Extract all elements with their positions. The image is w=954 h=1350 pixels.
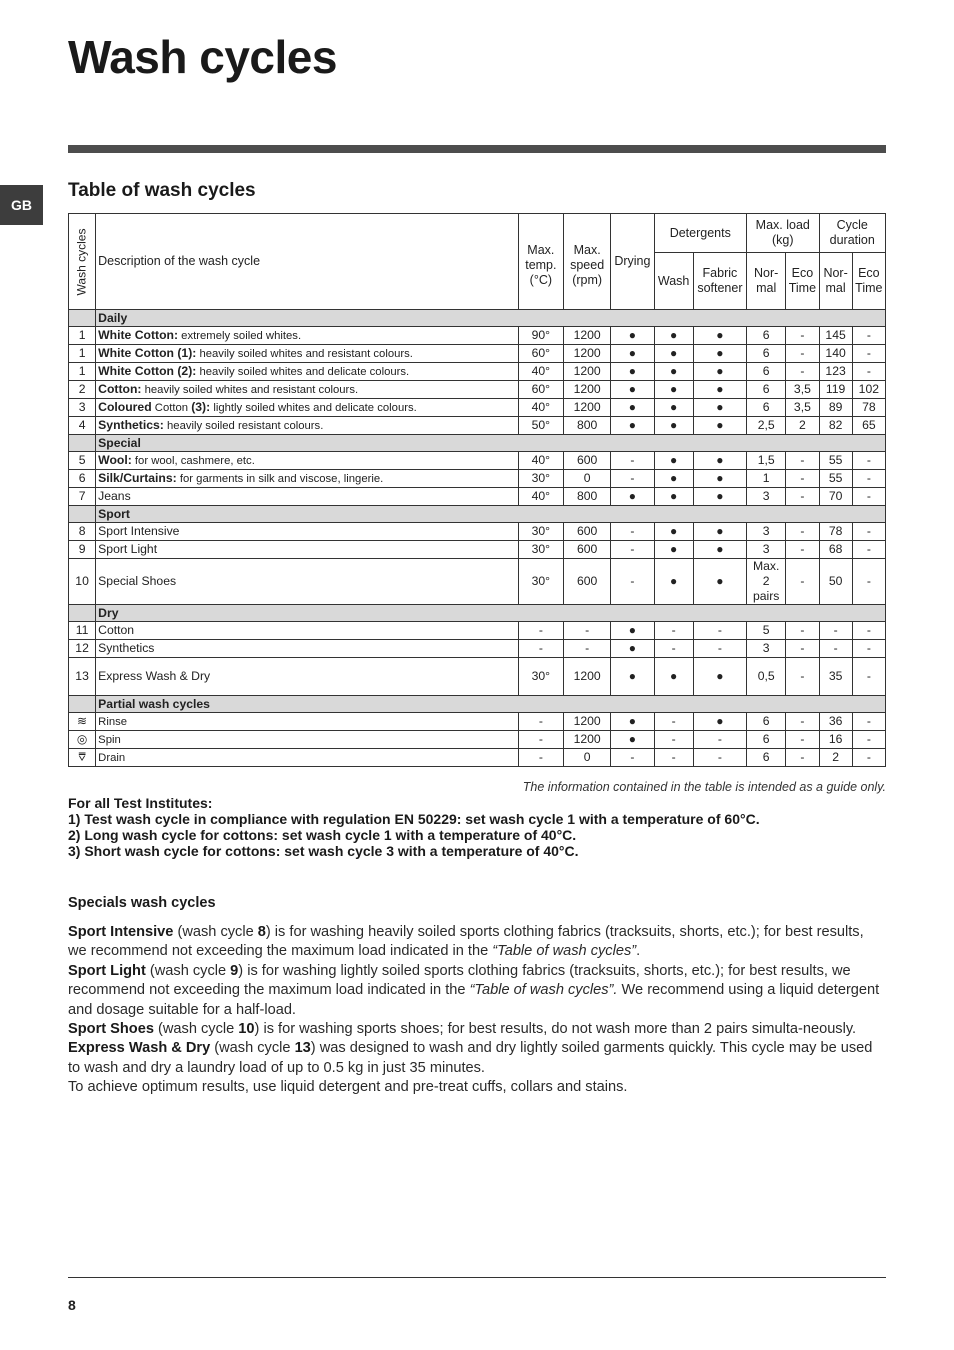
temp-cell: -: [518, 713, 563, 731]
speed-cell: 600: [563, 452, 610, 470]
temp-cell: 90°: [518, 327, 563, 345]
institutes-line: 3) Short wash cycle for cottons: set wash cycle 3 with a temperature of 40°C.: [68, 843, 579, 859]
cycle-description: Synthetics: heavily soiled resistant colours.: [96, 417, 519, 435]
load-normal-cell: 6: [747, 363, 786, 381]
table-row: [69, 749, 886, 767]
load-eco-cell: -: [786, 523, 819, 541]
wash-cell: ●: [654, 452, 693, 470]
speed-cell: 1200: [563, 658, 610, 696]
institutes-heading: For all Test Institutes:: [68, 795, 213, 811]
duration-eco-cell: -: [852, 713, 885, 731]
cycle-description: White Cotton (1): heavily soiled whites and resistant colours.: [96, 345, 519, 363]
wash-cell: ●: [654, 523, 693, 541]
duration-normal-cell: 78: [819, 523, 852, 541]
softener-cell: ●: [693, 523, 746, 541]
speed-cell: 1200: [563, 713, 610, 731]
duration-normal-cell: 119: [819, 381, 852, 399]
duration-eco-cell: 78: [852, 399, 885, 417]
duration-normal-cell: 123: [819, 363, 852, 381]
cycle-description: Sport Intensive: [96, 523, 519, 541]
header-detergents: Detergents: [654, 214, 747, 253]
drying-cell: -: [611, 452, 654, 470]
tip-paragraph: To achieve optimum results, use liquid detergent and pre-treat cuffs, collars and stains.: [68, 1079, 628, 1096]
softener-cell: ●: [693, 417, 746, 435]
cycle-description: Express Wash & Dry: [96, 658, 519, 696]
wash-cell: ●: [654, 488, 693, 506]
drying-cell: -: [611, 559, 654, 605]
duration-eco-cell: -: [852, 523, 885, 541]
group-row: [69, 310, 886, 327]
temp-cell: -: [518, 622, 563, 640]
duration-normal-cell: 35: [819, 658, 852, 696]
drying-cell: ●: [611, 327, 654, 345]
cycle-description: Spin: [96, 731, 519, 749]
table-row: [69, 559, 886, 605]
table-row: [69, 345, 886, 363]
header-wash-cycles: Wash cycles: [69, 214, 96, 310]
cycle-description: White Cotton: extremely soiled whites.: [96, 327, 519, 345]
load-normal-cell: 6: [747, 327, 786, 345]
duration-eco-cell: -: [852, 488, 885, 506]
drying-cell: ●: [611, 640, 654, 658]
softener-cell: ●: [693, 559, 746, 605]
load-eco-cell: -: [786, 363, 819, 381]
speed-cell: 1200: [563, 399, 610, 417]
duration-eco-cell: -: [852, 622, 885, 640]
softener-cell: ●: [693, 452, 746, 470]
group-row: [69, 605, 886, 622]
softener-cell: ●: [693, 363, 746, 381]
temp-cell: 30°: [518, 658, 563, 696]
cycle-number: 9: [69, 541, 96, 559]
duration-eco-cell: -: [852, 541, 885, 559]
load-eco-cell: -: [786, 327, 819, 345]
group-spacer: [69, 605, 96, 622]
drying-cell: -: [611, 470, 654, 488]
wash-cell: ●: [654, 658, 693, 696]
drying-cell: -: [611, 523, 654, 541]
speed-cell: 800: [563, 488, 610, 506]
temp-cell: 30°: [518, 541, 563, 559]
cycle-description: White Cotton (2): heavily soiled whites and delicate colours.: [96, 363, 519, 381]
load-eco-cell: 3,5: [786, 399, 819, 417]
duration-normal-cell: 2: [819, 749, 852, 767]
speed-cell: 1200: [563, 381, 610, 399]
drying-cell: ●: [611, 622, 654, 640]
wash-cell: ●: [654, 327, 693, 345]
speed-cell: 1200: [563, 731, 610, 749]
speed-cell: 800: [563, 417, 610, 435]
group-name: Dry: [96, 605, 886, 622]
page-title: Wash cycles: [68, 31, 337, 83]
load-eco-cell: -: [786, 713, 819, 731]
wash-cell: -: [654, 713, 693, 731]
header-wash: Wash: [654, 253, 693, 310]
wash-cell: ●: [654, 541, 693, 559]
institutes-line: 2) Long wash cycle for cottons: set wash cycle 1 with a temperature of 40°C.: [68, 827, 577, 843]
temp-cell: 30°: [518, 559, 563, 605]
cycle-description: Cotton: [96, 622, 519, 640]
temp-cell: -: [518, 731, 563, 749]
softener-cell: -: [693, 622, 746, 640]
duration-normal-cell: -: [819, 640, 852, 658]
speed-cell: 1200: [563, 363, 610, 381]
drying-cell: ●: [611, 363, 654, 381]
speed-cell: 1200: [563, 345, 610, 363]
softener-cell: ●: [693, 327, 746, 345]
table-row: [69, 470, 886, 488]
header-load-eco: Eco Time: [786, 253, 819, 310]
load-eco-cell: -: [786, 559, 819, 605]
duration-normal-cell: 55: [819, 470, 852, 488]
speed-cell: 1200: [563, 327, 610, 345]
cycle-description: Wool: for wool, cashmere, etc.: [96, 452, 519, 470]
cycle-description: Rinse: [96, 713, 519, 731]
drying-cell: ●: [611, 417, 654, 435]
load-eco-cell: -: [786, 658, 819, 696]
header-load-normal: Nor- mal: [747, 253, 786, 310]
duration-normal-cell: 70: [819, 488, 852, 506]
drying-cell: ●: [611, 488, 654, 506]
group-spacer: [69, 696, 96, 713]
load-normal-cell: 3: [747, 541, 786, 559]
cycle-description: Special Shoes: [96, 559, 519, 605]
section-title: Table of wash cycles: [68, 180, 256, 201]
speed-cell: -: [563, 622, 610, 640]
table-row: [69, 488, 886, 506]
temp-cell: 60°: [518, 381, 563, 399]
load-eco-cell: -: [786, 731, 819, 749]
wash-cell: ●: [654, 345, 693, 363]
duration-normal-cell: 89: [819, 399, 852, 417]
load-normal-cell: 6: [747, 345, 786, 363]
cycle-description: Sport Light: [96, 541, 519, 559]
drying-cell: ●: [611, 345, 654, 363]
cycle-description: Synthetics: [96, 640, 519, 658]
load-eco-cell: 2: [786, 417, 819, 435]
load-normal-cell: 6: [747, 749, 786, 767]
sport-shoes-paragraph: Sport Shoes (wash cycle 10) is for washing sports shoes; for best results, do not wash more than 2 pairs simulta-neously.: [68, 1021, 857, 1038]
sport-intensive-paragraph: Sport Intensive (wash cycle 8) is for washing heavily soiled sports clothing fabrics (tracksuits, shorts, etc.); for best results, we recommend not exceeding the maximum load indicated in the “Table of wash cycles”.: [68, 924, 864, 960]
load-normal-cell: 3: [747, 523, 786, 541]
speed-cell: 600: [563, 541, 610, 559]
load-normal-cell: 5: [747, 622, 786, 640]
softener-cell: ●: [693, 381, 746, 399]
institutes-line: 1) Test wash cycle in compliance with regulation EN 50229: set wash cycle 1 with a temperature of 60°C.: [68, 811, 760, 827]
table-row: [69, 541, 886, 559]
table-row: [69, 327, 886, 345]
load-normal-cell: 1: [747, 470, 786, 488]
load-eco-cell: 3,5: [786, 381, 819, 399]
group-name: Sport: [96, 506, 886, 523]
duration-eco-cell: -: [852, 363, 885, 381]
duration-eco-cell: -: [852, 559, 885, 605]
specials-title: Specials wash cycles: [68, 895, 216, 911]
load-normal-cell: 1,5: [747, 452, 786, 470]
softener-cell: ●: [693, 345, 746, 363]
wash-cell: -: [654, 749, 693, 767]
cycle-number: 13: [69, 658, 96, 696]
table-row: [69, 622, 886, 640]
wash-cell: ●: [654, 417, 693, 435]
wash-cycles-table: [68, 213, 886, 767]
temp-cell: -: [518, 640, 563, 658]
load-normal-cell: 6: [747, 399, 786, 417]
table-row: [69, 658, 886, 696]
group-spacer: [69, 310, 96, 327]
page-number: 8: [68, 1297, 76, 1313]
wash-cell: ●: [654, 399, 693, 417]
temp-cell: 40°: [518, 452, 563, 470]
softener-cell: ●: [693, 488, 746, 506]
softener-cell: ●: [693, 470, 746, 488]
duration-normal-cell: 16: [819, 731, 852, 749]
table-row: [69, 452, 886, 470]
load-eco-cell: -: [786, 345, 819, 363]
cycle-description: Drain: [96, 749, 519, 767]
load-eco-cell: -: [786, 640, 819, 658]
spin-icon: ◎: [69, 731, 96, 749]
cycle-number: 11: [69, 622, 96, 640]
header-max-temp: Max. temp. (°C): [518, 214, 563, 310]
load-eco-cell: -: [786, 452, 819, 470]
temp-cell: 30°: [518, 470, 563, 488]
group-row: [69, 696, 886, 713]
wash-cell: ●: [654, 381, 693, 399]
load-eco-cell: -: [786, 749, 819, 767]
wash-cell: ●: [654, 363, 693, 381]
drying-cell: ●: [611, 399, 654, 417]
load-eco-cell: -: [786, 488, 819, 506]
speed-cell: 0: [563, 470, 610, 488]
table-row: [69, 640, 886, 658]
drying-cell: ●: [611, 381, 654, 399]
temp-cell: 40°: [518, 399, 563, 417]
cycle-number: 1: [69, 327, 96, 345]
load-normal-cell: 6: [747, 381, 786, 399]
wash-cell: ●: [654, 559, 693, 605]
group-name: Daily: [96, 310, 886, 327]
group-spacer: [69, 506, 96, 523]
title-divider: [68, 145, 886, 153]
table-row: [69, 399, 886, 417]
load-normal-cell: 3: [747, 640, 786, 658]
table-row: [69, 523, 886, 541]
duration-eco-cell: -: [852, 640, 885, 658]
cycle-description: Silk/Curtains: for garments in silk and viscose, lingerie.: [96, 470, 519, 488]
temp-cell: 50°: [518, 417, 563, 435]
rinse-icon: ≋: [69, 713, 96, 731]
header-max-speed: Max. speed (rpm): [563, 214, 610, 310]
duration-normal-cell: 82: [819, 417, 852, 435]
duration-normal-cell: 55: [819, 452, 852, 470]
load-normal-cell: 6: [747, 713, 786, 731]
cycle-description: Cotton: heavily soiled whites and resistant colours.: [96, 381, 519, 399]
duration-eco-cell: -: [852, 749, 885, 767]
specials-text: [68, 923, 886, 1098]
drain-icon: ⩢: [69, 749, 96, 767]
softener-cell: -: [693, 640, 746, 658]
footer-divider: [68, 1277, 886, 1278]
cycle-number: 7: [69, 488, 96, 506]
cycle-number: 6: [69, 470, 96, 488]
sport-light-paragraph: Sport Light (wash cycle 9) is for washing lightly soiled sports clothing fabrics (tracksuits, shorts, etc.); for best results, we recommend not exceeding the maximum load indicated in the “Table of wash cycles”. We recommend using a liquid detergent and dosage suitable for a half-load.: [68, 962, 880, 1018]
cycle-number: 5: [69, 452, 96, 470]
wash-cycles-body: [69, 310, 886, 767]
express-paragraph: Express Wash & Dry (wash cycle 13) was designed to wash and dry lightly soiled garments quickly. This cycle may be used to wash and dry a laundry load of up to 0.5 kg in just 35 minutes.: [68, 1040, 873, 1076]
temp-cell: 40°: [518, 363, 563, 381]
softener-cell: ●: [693, 399, 746, 417]
cycle-number: 1: [69, 345, 96, 363]
cycle-number: 4: [69, 417, 96, 435]
speed-cell: 0: [563, 749, 610, 767]
cycle-number: 3: [69, 399, 96, 417]
language-tab: GB: [0, 185, 43, 225]
speed-cell: -: [563, 640, 610, 658]
drying-cell: ●: [611, 658, 654, 696]
duration-normal-cell: 36: [819, 713, 852, 731]
load-normal-cell: 3: [747, 488, 786, 506]
table-row: [69, 713, 886, 731]
duration-eco-cell: -: [852, 327, 885, 345]
duration-eco-cell: -: [852, 658, 885, 696]
cycle-number: 8: [69, 523, 96, 541]
guide-note: The information contained in the table is intended as a guide only.: [522, 780, 886, 794]
duration-eco-cell: 102: [852, 381, 885, 399]
drying-cell: ●: [611, 713, 654, 731]
load-eco-cell: -: [786, 622, 819, 640]
cycle-number: 2: [69, 381, 96, 399]
group-row: [69, 435, 886, 452]
wash-cell: -: [654, 640, 693, 658]
duration-eco-cell: -: [852, 470, 885, 488]
cycle-number: 12: [69, 640, 96, 658]
softener-cell: -: [693, 749, 746, 767]
header-duration-eco: Eco Time: [852, 253, 885, 310]
wash-cell: -: [654, 731, 693, 749]
group-name: Special: [96, 435, 886, 452]
softener-cell: ●: [693, 658, 746, 696]
softener-cell: -: [693, 731, 746, 749]
cycle-description: Coloured Cotton (3): lightly soiled whites and delicate colours.: [96, 399, 519, 417]
duration-normal-cell: 68: [819, 541, 852, 559]
header-fabric-softener: Fabric softener: [693, 253, 746, 310]
cycle-number: 10: [69, 559, 96, 605]
drying-cell: -: [611, 749, 654, 767]
table-row: [69, 363, 886, 381]
table-row: [69, 381, 886, 399]
header-description: Description of the wash cycle: [96, 214, 519, 310]
duration-eco-cell: -: [852, 345, 885, 363]
duration-normal-cell: 145: [819, 327, 852, 345]
duration-normal-cell: -: [819, 622, 852, 640]
speed-cell: 600: [563, 523, 610, 541]
wash-cell: -: [654, 622, 693, 640]
group-row: [69, 506, 886, 523]
softener-cell: ●: [693, 541, 746, 559]
temp-cell: 30°: [518, 523, 563, 541]
speed-cell: 600: [563, 559, 610, 605]
load-normal-cell: 0,5: [747, 658, 786, 696]
temp-cell: 60°: [518, 345, 563, 363]
group-spacer: [69, 435, 96, 452]
duration-eco-cell: -: [852, 452, 885, 470]
load-eco-cell: -: [786, 541, 819, 559]
cycle-number: 1: [69, 363, 96, 381]
header-cycle-duration: Cycle duration: [819, 214, 886, 253]
load-normal-cell: 6: [747, 731, 786, 749]
header-duration-normal: Nor- mal: [819, 253, 852, 310]
header-max-load: Max. load (kg): [747, 214, 819, 253]
table-row: [69, 731, 886, 749]
drying-cell: -: [611, 541, 654, 559]
duration-eco-cell: 65: [852, 417, 885, 435]
group-name: Partial wash cycles: [96, 696, 886, 713]
load-eco-cell: -: [786, 470, 819, 488]
duration-normal-cell: 140: [819, 345, 852, 363]
load-normal-cell: Max. 2 pairs: [747, 559, 786, 605]
table-row: [69, 417, 886, 435]
drying-cell: ●: [611, 731, 654, 749]
duration-eco-cell: -: [852, 731, 885, 749]
duration-normal-cell: 50: [819, 559, 852, 605]
test-institutes: [68, 795, 760, 859]
cycle-description: Jeans: [96, 488, 519, 506]
temp-cell: 40°: [518, 488, 563, 506]
load-normal-cell: 2,5: [747, 417, 786, 435]
wash-cell: ●: [654, 470, 693, 488]
temp-cell: -: [518, 749, 563, 767]
header-drying: Drying: [611, 214, 654, 310]
softener-cell: ●: [693, 713, 746, 731]
